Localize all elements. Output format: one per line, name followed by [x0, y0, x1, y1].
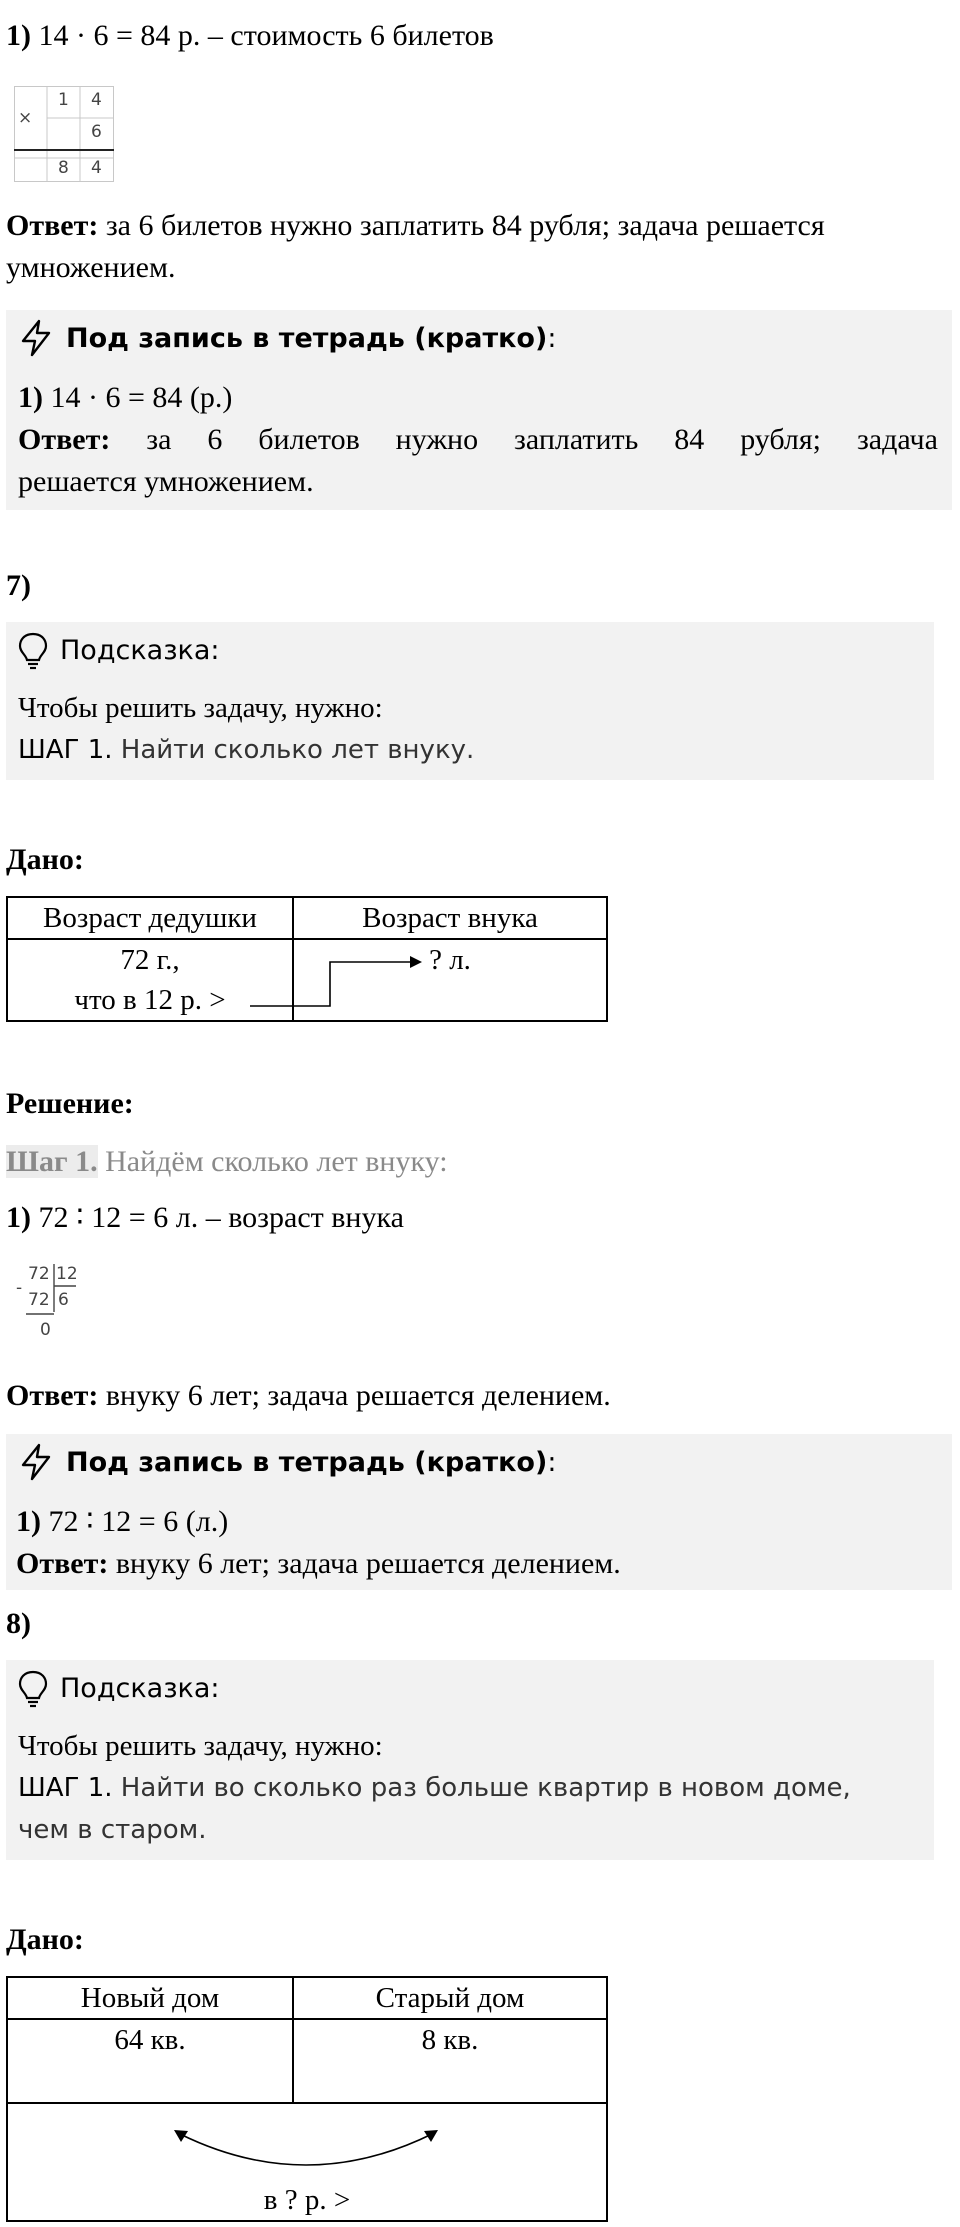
remainder: 0: [40, 1320, 51, 1340]
note-title: Под запись в тетрадь (кратко): [66, 1446, 548, 1478]
table-header: Старый дом: [293, 1977, 607, 2019]
hint-intro: Чтобы решить задачу, нужно:: [18, 692, 383, 724]
digit: 8: [58, 158, 69, 178]
answer-word: нужно: [395, 423, 479, 456]
answer-line-2: умножением.: [6, 251, 176, 284]
quotient: 6: [58, 1290, 69, 1310]
answer-word: билетов: [258, 423, 360, 456]
divisor: 12: [56, 1264, 78, 1284]
age-relation: что в 12 р. >: [74, 984, 226, 1016]
step-expression: 72 ∶ 12 = 6 (л.): [48, 1505, 229, 1538]
step-expression: 14 · 6 = 84 р. – стоимость 6 билетов: [38, 19, 494, 52]
relation-cell: в ? р. >: [7, 2103, 607, 2221]
hint-step-label: ШАГ 1.: [18, 735, 113, 765]
table-header: Новый дом: [7, 1977, 293, 2019]
subtrahend: 72: [28, 1290, 50, 1310]
note-colon: :: [547, 322, 557, 354]
hint-step-text-2: чем в старом.: [18, 1815, 207, 1845]
step-expression: 14 · 6 = 84 (р.): [50, 381, 233, 414]
answer-label: Ответ:: [6, 209, 99, 242]
digit: 6: [91, 122, 102, 142]
note-answer-line-2: решается умножением.: [18, 465, 314, 498]
answer-text: внуку 6 лет; задача решается делением.: [115, 1547, 621, 1580]
step-number: 1): [6, 19, 31, 52]
dividend: 72: [28, 1264, 50, 1284]
digit: 4: [91, 90, 102, 110]
step-heading-label: Шаг 1.: [6, 1145, 98, 1178]
given-label: Дано:: [6, 1923, 84, 1956]
answer-word: за: [146, 423, 172, 456]
answer-text: за 6 билетов нужно заплатить 84 рубля; задача решается: [105, 209, 825, 242]
answer-text: внуку 6 лет; задача решается делением.: [105, 1379, 611, 1412]
step-number: 1): [18, 381, 43, 414]
hint-step-label: ШАГ 1.: [18, 1773, 113, 1803]
hint-title: Подсказка:: [60, 634, 220, 666]
old-house-cell: 8 кв.: [293, 2019, 607, 2103]
age-value: 72 г.,: [120, 944, 180, 976]
minus-sign: -: [16, 1278, 23, 1298]
step-expression: 72 ∶ 12 = 6 л. – возраст внука: [38, 1201, 404, 1234]
task-number: 8): [6, 1607, 31, 1640]
answer-label: Ответ:: [6, 1379, 99, 1412]
answer-word: задача: [856, 423, 938, 456]
multiply-sign: ×: [18, 108, 33, 128]
digit: 4: [91, 158, 102, 178]
age-unknown: ? л.: [429, 944, 471, 976]
hint-step-text: Найти сколько лет внуку.: [120, 735, 475, 765]
answer-word: 84: [674, 423, 705, 456]
step-number: 1): [6, 1201, 31, 1234]
solution-label: Решение:: [6, 1087, 134, 1120]
given-label: Дано:: [6, 843, 84, 876]
answer-word: рубля;: [740, 423, 822, 456]
table-header: Возраст внука: [293, 897, 607, 939]
note-title: Под запись в тетрадь (кратко): [66, 322, 548, 354]
answer-label: Ответ:: [16, 1547, 109, 1580]
new-house-cell: 64 кв.: [7, 2019, 293, 2103]
note-colon: :: [547, 1446, 557, 1478]
task-number: 7): [6, 569, 31, 602]
answer-word: 6: [207, 423, 223, 456]
step-number: 1): [16, 1505, 41, 1538]
hint-title: Подсказка:: [60, 1672, 220, 1704]
hint-step-text: Найти во сколько раз больше квартир в новом доме,: [120, 1773, 851, 1803]
answer-label: Ответ:: [18, 423, 111, 456]
hint-intro: Чтобы решить задачу, нужно:: [18, 1730, 383, 1762]
answer-word: заплатить: [514, 423, 639, 456]
digit: 1: [58, 90, 69, 110]
table-header: Возраст дедушки: [7, 897, 293, 939]
step-heading-text: Найдём сколько лет внуку:: [105, 1145, 448, 1178]
